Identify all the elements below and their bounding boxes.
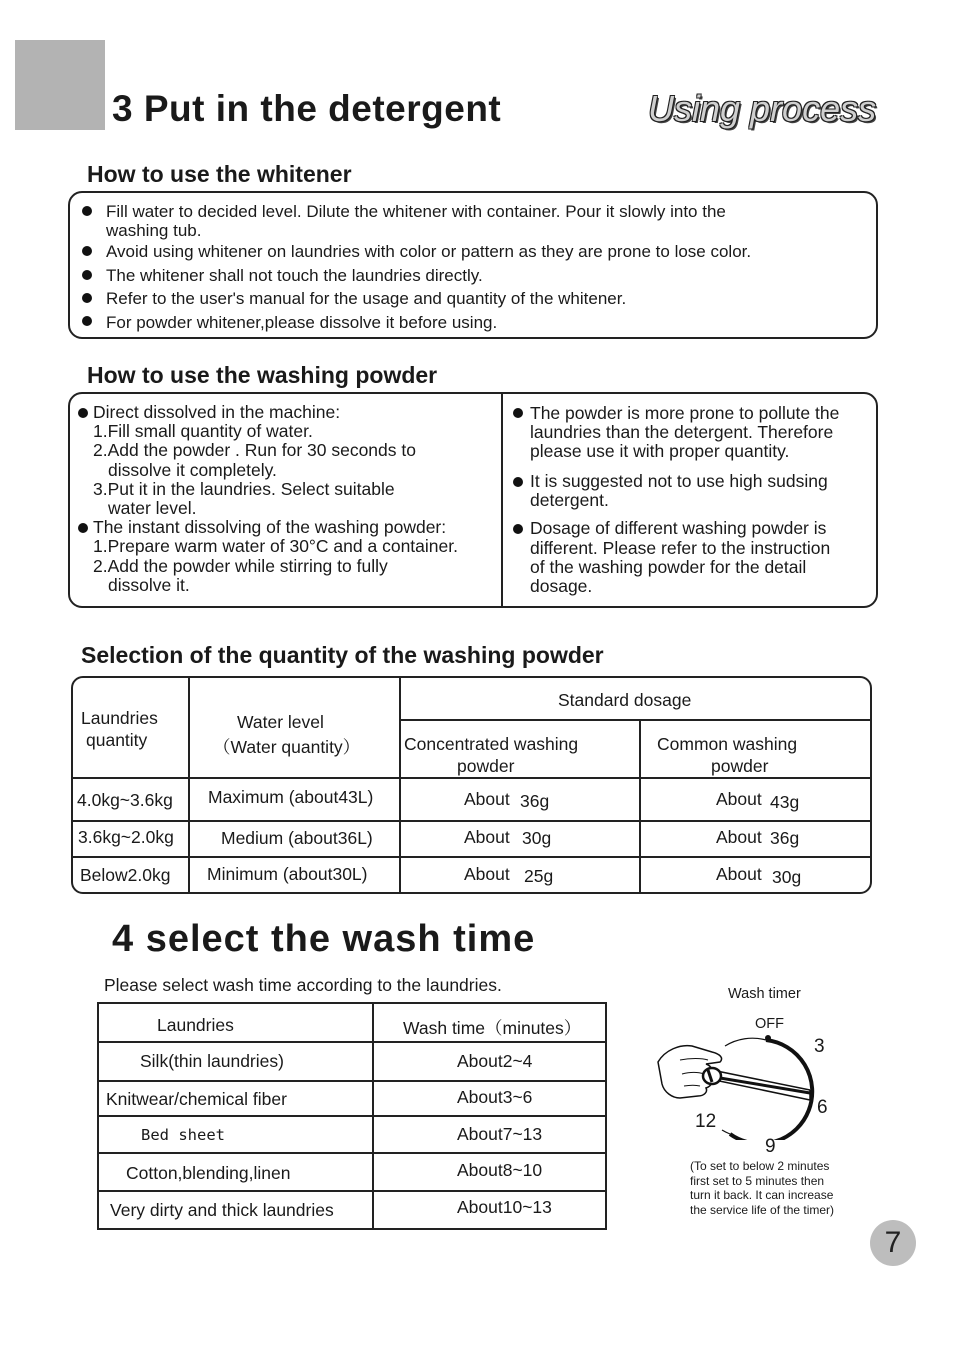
section4-title: 4 select the wash time [112,918,536,960]
header-conc-2: powder [457,756,515,776]
grid-line [98,1115,606,1117]
wash-header-laundries: Laundries [157,1015,234,1035]
wash-header-time: Wash time（minutes） [403,1018,582,1038]
quantity-table [71,676,872,894]
powder-left-b2: The instant dissolving of the washing powder: [93,517,447,537]
header-common-1: Common washing [657,734,798,754]
powder-left-l3: dissolve it completely. [108,460,277,480]
brand-title: Using process [648,88,877,129]
powder-left-l8: dissolve it. [108,575,190,595]
powder-left-l6: 1.Prepare warm water of 30°C and a container. [93,536,458,556]
powder-use-title: How to use the washing powder [87,362,438,388]
bullet-icon [78,523,88,533]
powder-right-r3: please use it with proper quantity. [530,441,790,461]
grid-line [399,677,401,893]
corner-block [15,40,105,130]
bullet-icon [82,270,92,280]
powder-left-l4: 3.Put it in the laundries. Select suitable [93,479,395,499]
whitener-item-3: The whitener shall not touch the laundries directly. [106,266,483,285]
grid-line [98,1080,606,1082]
grid-line [188,677,190,893]
powder-right-r2: laundries than the detergent. Therefore [530,422,834,442]
powder-right-r6: Dosage of different washing powder is [530,518,827,538]
bullet-icon [82,206,92,216]
grid-line [639,719,641,893]
grid-line [98,1152,606,1154]
header-common-2: powder [711,756,769,776]
header-laundries-2: quantity [86,730,148,750]
grid-line [98,1041,606,1043]
section3-title: 3 Put in the detergent [112,88,502,129]
powder-right-r7: different. Please refer to the instruction [530,538,831,558]
grid-line [399,719,871,721]
header-conc-1: Concentrated washing [404,734,579,754]
powder-right-r4: It is suggested not to use high sudsing [530,471,828,491]
quantity-title: Selection of the quantity of the washing powder [81,642,604,668]
timer-off-label: OFF [755,1016,784,1032]
whitener-title: How to use the whitener [87,161,352,187]
powder-right-r8: of the washing powder for the detail [530,557,807,577]
page-number: 7 [870,1220,916,1266]
powder-left-l1: 1.Fill small quantity of water. [93,421,313,441]
grid-line [72,777,871,779]
bullet-icon [82,246,92,256]
powder-right-r9: dosage. [530,576,593,596]
column-divider [501,393,503,607]
bullet-icon [513,524,523,534]
powder-left-b1: Direct dissolved in the machine: [93,402,341,422]
header-standard: Standard dosage [558,690,692,710]
wash-time-intro: Please select wash time according to the laundries. [104,975,502,995]
bullet-icon [78,408,88,418]
whitener-item-5: For powder whitener,please dissolve it before using. [106,313,498,332]
bullet-icon [82,293,92,303]
timer-mark-12: 12 [695,1111,717,1132]
grid-line [72,856,871,858]
powder-left-l5: water level. [108,498,197,518]
header-water-2: （Water quantity） [213,737,361,757]
bullet-icon [513,477,523,487]
header-laundries-1: Laundries [81,708,158,728]
powder-right-r5: detergent. [530,490,609,510]
timer-note: (To set to below 2 minutes first set to 5 minutes then turn it back. It can increase the service life of the timer) [690,1159,835,1217]
timer-mark-9: 9 [765,1136,776,1157]
timer-label: Wash timer [728,986,801,1002]
grid-line [98,1190,606,1192]
whitener-item-2: Avoid using whitener on laundries with color or pattern as they are prone to lose color. [106,242,752,261]
bullet-icon [513,408,523,418]
whitener-item-1: Fill water to decided level. Dilute the whitener with container. Pour it slowly into the washing tub. [106,202,726,240]
powder-right-r1: The powder is more prone to pollute the [530,403,840,423]
bullet-icon [82,316,92,326]
powder-left-l2: 2.Add the powder . Run for 30 seconds to [93,440,416,460]
powder-left-l7: 2.Add the powder while stirring to fully [93,556,388,576]
whitener-item-4: Refer to the user's manual for the usage and quantity of the whitener. [106,289,627,308]
header-water-1: Water level [237,712,324,732]
timer-dial-icon [650,1030,830,1140]
timer-mark-6: 6 [817,1097,828,1118]
grid-line [72,820,871,822]
timer-mark-3: 3 [814,1036,825,1057]
